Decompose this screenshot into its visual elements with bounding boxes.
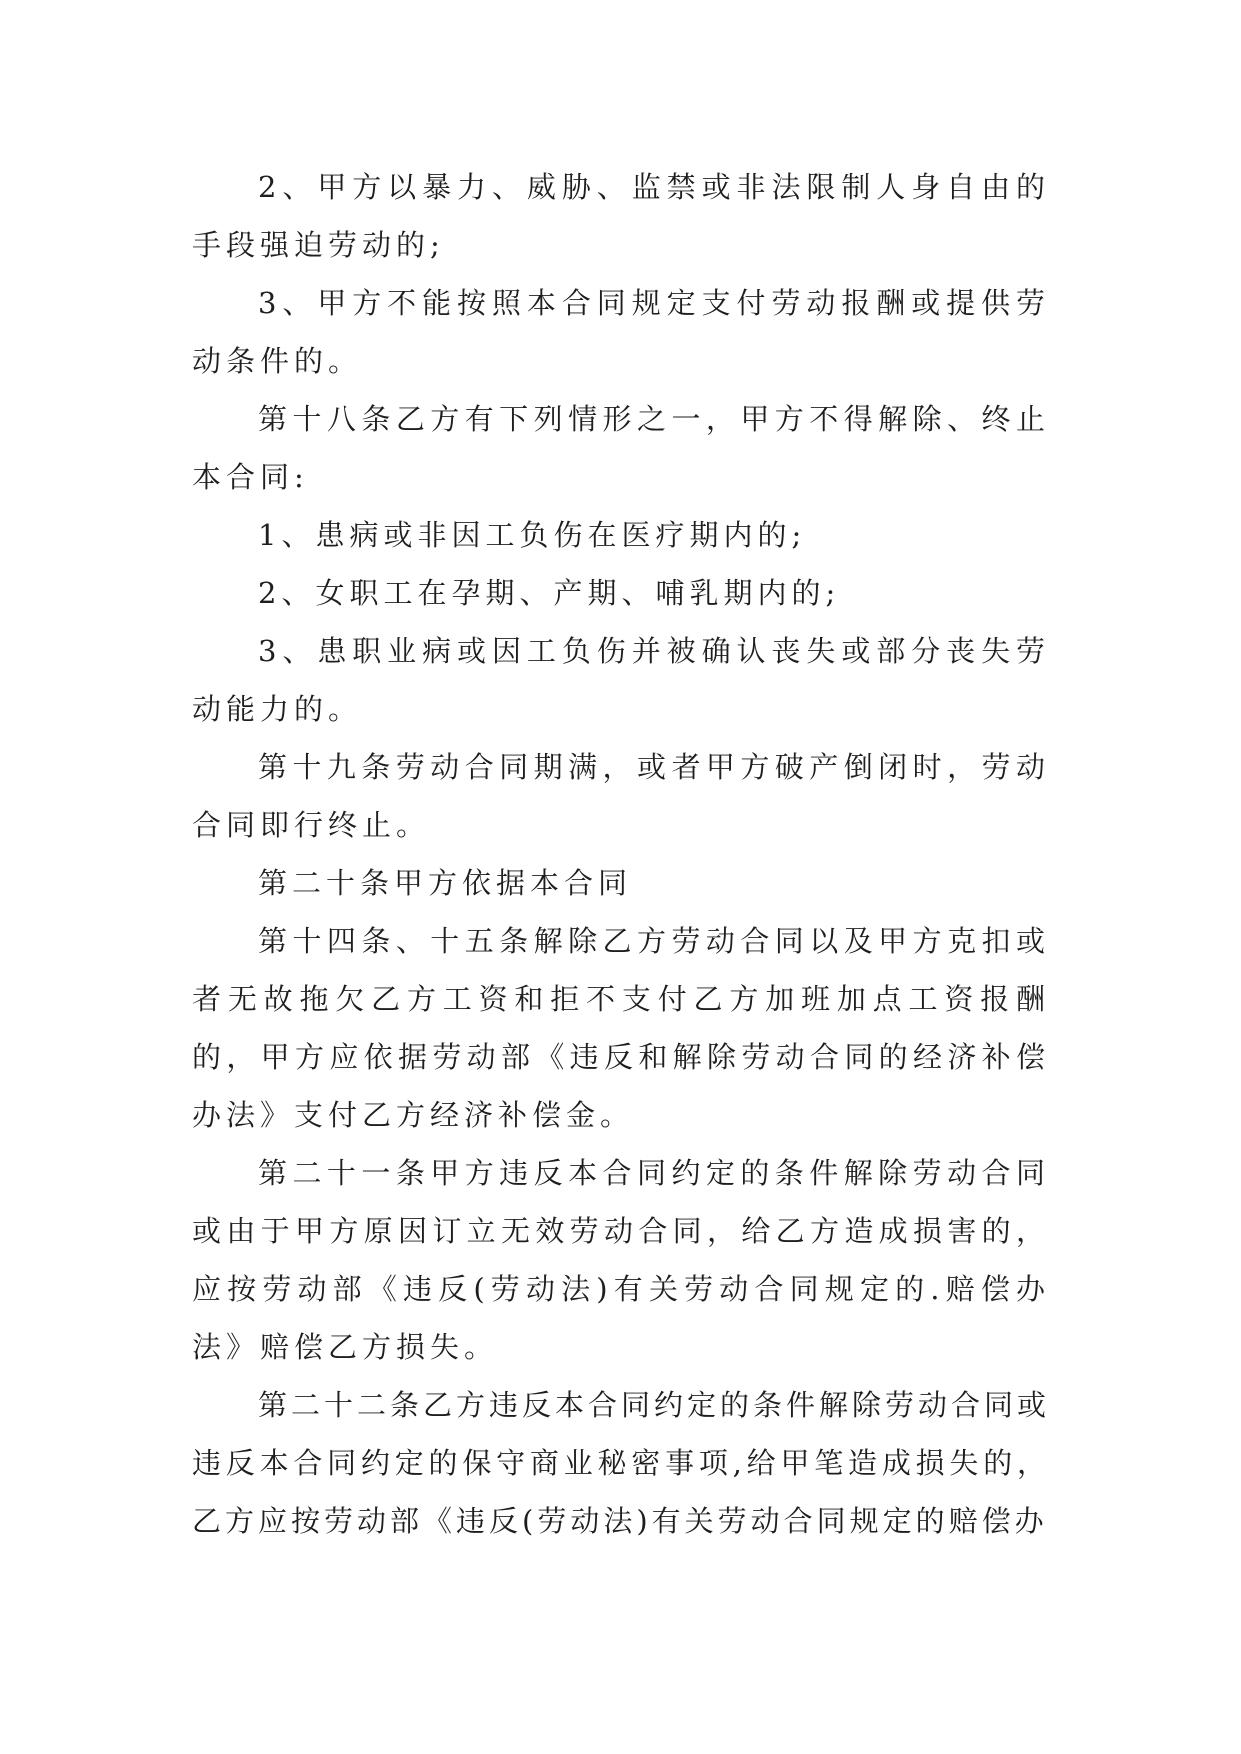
document-page xyxy=(192,158,1050,1550)
paragraph-item-2-coercion: 2、甲方以暴力、威胁、监禁或非法限制人身自由的手段强迫劳动的; xyxy=(192,170,1050,262)
paragraph-article-22: 第二十二条乙方违反本合同约定的条件解除劳动合同或违反本合同约定的保守商业秘密事项,给甲笔造成损失的，乙方应按劳动部《违反(劳动法)有关劳动合同规定的赔偿办 xyxy=(192,1388,1051,1538)
paragraph-article-18-item-3: 3、患职业病或因工负伤并被确认丧失或部分丧失劳动能力的。 xyxy=(192,634,1050,726)
paragraph-article-19: 第十九条劳动合同期满，或者甲方破产倒闭时，劳动合同即行终止。 xyxy=(192,750,1050,842)
paragraph-article-20-body: 第十四条、十五条解除乙方劳动合同以及甲方克扣或者无故拖欠乙方工资和拒不支付乙方加班加点工资报酬的，甲方应依据劳动部《违反和解除劳动合同的经济补偿办法》支付乙方经济补偿金。 xyxy=(192,924,1050,1132)
paragraph-article-20: 第二十条甲方依据本合同 xyxy=(258,866,633,900)
paragraph-article-18-item-2: 2、女职工在孕期、产期、哺乳期内的; xyxy=(258,576,841,610)
paragraph-item-3-payment: 3、甲方不能按照本合同规定支付劳动报酬或提供劳动条件的。 xyxy=(192,286,1050,378)
paragraph-article-18: 第十八条乙方有下列情形之一，甲方不得解除、终止本合同: xyxy=(192,402,1050,494)
paragraph-article-18-item-1: 1、患病或非因工负伤在医疗期内的; xyxy=(258,518,807,552)
paragraph-article-21: 第二十一条甲方违反本合同约定的条件解除劳动合同或由于甲方原因订立无效劳动合同，给乙方造成损害的，应按劳动部《违反(劳动法)有关劳动合同规定的.赔偿办法》赔偿乙方损失。 xyxy=(192,1156,1050,1364)
